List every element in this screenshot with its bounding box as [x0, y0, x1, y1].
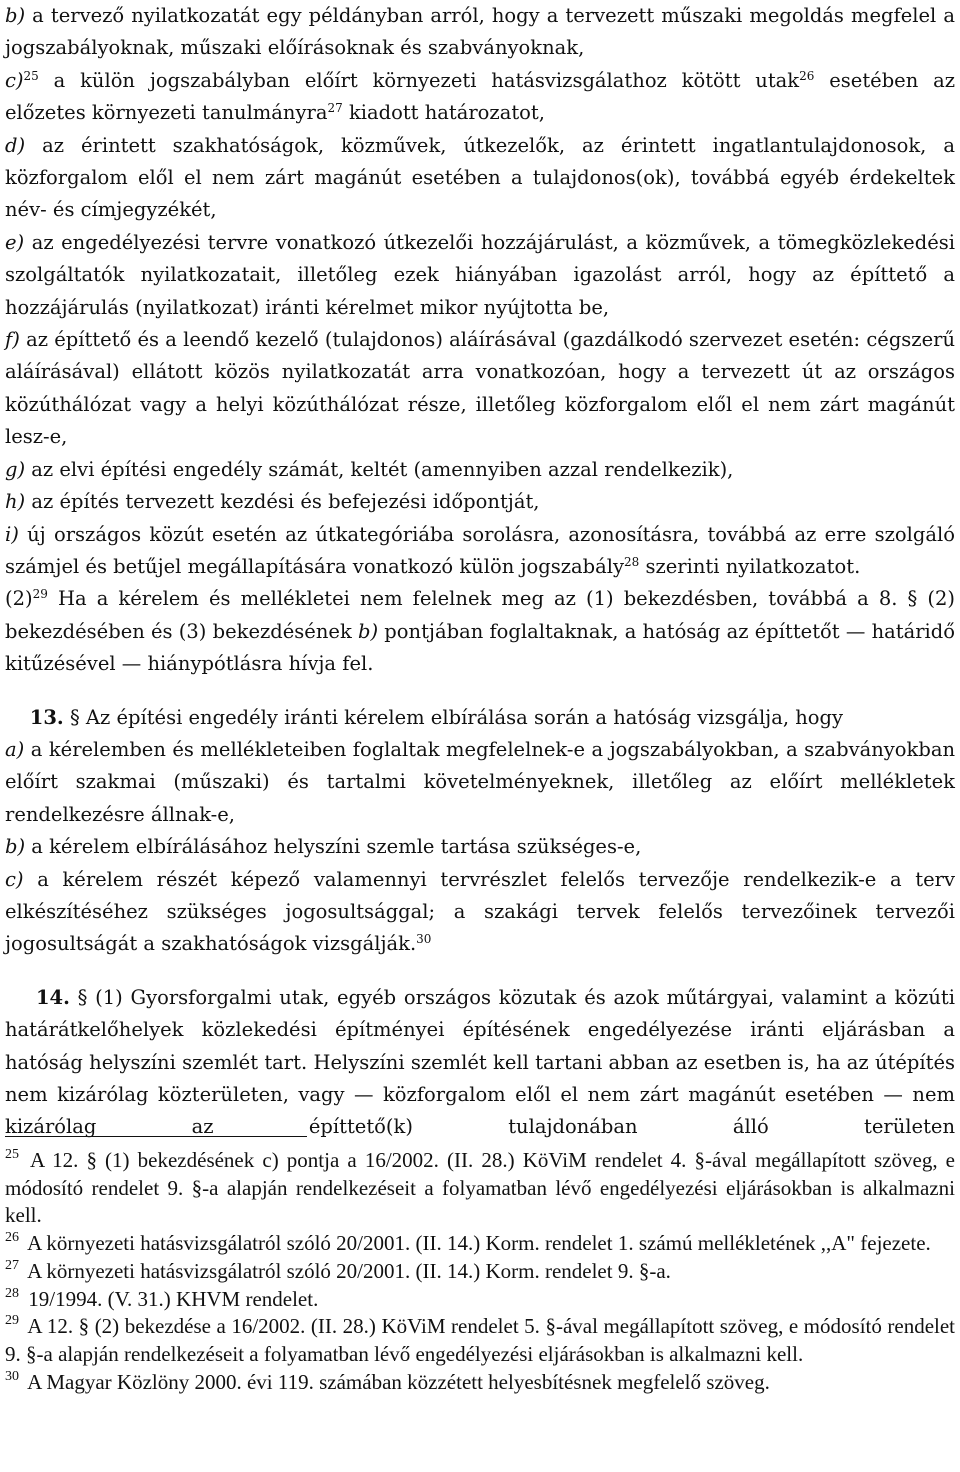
- item-text: esetében az előzetes környezeti tanulmányra: [5, 68, 955, 125]
- item-label: e): [5, 230, 25, 254]
- item-label: c): [5, 867, 24, 891]
- item-g: [5, 454, 955, 486]
- footnote-ref[interactable]: 28: [624, 554, 640, 569]
- item-label: g): [5, 457, 26, 481]
- paragraph-text: Ha a kérelem és mellékletei nem felelnek meg az (1) bekezdésben, továbbá a 8. § (2) bekezdésében és (3) bekezdésének: [5, 587, 956, 643]
- item-h: [5, 486, 955, 518]
- item-text: új országos közút esetén az útkategóriába sorolásra, azonosításra, továbbá az erre szolgáló számjel és betűjel megállapítására vonatkozó külön jogszabály: [5, 522, 955, 578]
- item-f: [5, 324, 955, 454]
- footnote: [5, 1258, 955, 1286]
- footnote-number: 26: [5, 1230, 19, 1246]
- item-c: [5, 864, 955, 961]
- item-label: f): [5, 328, 20, 352]
- footnote: [5, 1286, 955, 1314]
- item-b: [5, 0, 955, 65]
- item-label: h): [5, 490, 26, 514]
- footnote-number: 29: [5, 1313, 19, 1329]
- item-i: [5, 519, 955, 584]
- footnote-text: A 12. § (2) bekezdése a 16/2002. (II. 28.) KöViM rendelet 5. §-ával megállapított szöveg, e módosító rendelet 9. §-a alapján rendelkezéseit a folyamatban lévő engedélyezési eljárásokban is alkalmazni kell.: [5, 1314, 956, 1366]
- item-c: [5, 65, 955, 130]
- item-text: a kérelem részét képező valamennyi tervrészlet felelős tervezője rendelkezik-e a terv elkészítéséhez szükséges jogosultsággal; a szakági tervek felelős tervezőinek tervezői jogosultságát a szakhatóságok vizsgálják.: [5, 867, 955, 956]
- footnote-text: 19/1994. (V. 31.) KHVM rendelet.: [28, 1286, 319, 1311]
- item-text: a kérelemben és mellékleteiben foglaltak megfelelnek-e a jogszabályokban, a szabványokban előírt szakmai (műszaki) és tartalmi követelményeknek, illetőleg az előírt mellékletek rendelkezésre állnak-e,: [5, 737, 956, 826]
- footnotes: [5, 1147, 955, 1396]
- item-text: a kérelem elbírálásához helyszíni szemle tartása szükséges-e,: [31, 835, 642, 859]
- footnote-ref[interactable]: 29: [32, 587, 48, 602]
- document-page: [5, 0, 956, 1394]
- main-text: [5, 0, 955, 1144]
- item-label: c): [5, 68, 24, 92]
- item-text: az építtető és a leendő kezelő (tulajdonos) aláírásával (gazdálkodó szervezet esetén: cégszerű aláírásával) ellátott közös nyilatkozatát arra vonatkozóan, hogy a tervezett út az országos közúthálózat vagy a helyi közúthálózat része, illetőleg közforgalom elől el nem zárt magánút lesz-e,: [5, 328, 956, 449]
- paragraph-2: [5, 583, 955, 680]
- footnote-ref[interactable]: 27: [327, 101, 343, 116]
- footnote-ref[interactable]: 30: [416, 932, 432, 947]
- section-14: [5, 982, 955, 1144]
- item-label: d): [5, 133, 26, 157]
- item-text: a külön jogszabályban előírt környezeti hatásvizsgálathoz kötött utak: [53, 68, 800, 92]
- item-text: az érintett szakhatóságok, közművek, útkezelők, az érintett ingatlantulajdonosok, a közforgalom elől el nem zárt magánút esetében a tulajdonos(ok), továbbá egyéb érdekeltek név- és címjegyzékét,: [5, 133, 955, 222]
- item-e: [5, 227, 955, 324]
- section-text: § (1) Gyorsforgalmi utak, egyéb országos közutak és azok műtárgyai, valamint a közúti határátkelőhelyek közlekedési építményei építésének engedélyezése iránti eljárásban a hatóság helyszíni szemlét tart. Helyszíni szemlét kell tartani abban az esetben is, ha az útépítés nem kizárólag közterületen, vagy — közforgalom elől el nem zárt magánút esetében — nem kizárólag az építtető(k) tulajdonában álló területen: [5, 985, 956, 1139]
- footnote-text: A környezeti hatásvizsgálatról szóló 20/2001. (II. 14.) Korm. rendelet 9. §-a.: [27, 1258, 671, 1283]
- item-d: [5, 130, 955, 227]
- section-number: 13.: [29, 705, 64, 729]
- item-a: [5, 734, 955, 831]
- footnote-ref[interactable]: 25: [23, 68, 39, 83]
- paragraph-number: (2): [5, 587, 33, 611]
- footnote: [5, 1369, 955, 1397]
- section-number: 14.: [35, 985, 70, 1009]
- footnote-ref[interactable]: 26: [799, 68, 815, 83]
- item-text: a tervező nyilatkozatát egy példányban arról, hogy a tervezett műszaki megoldás megfelel a jogszabályoknak, műszaki előírásoknak és szabványoknak,: [5, 4, 955, 60]
- footnote-text: A környezeti hatásvizsgálatról szóló 20/2001. (II. 14.) Korm. rendelet 1. számú mellékletének ,,A" fejezete.: [27, 1231, 931, 1256]
- item-label: b): [5, 4, 26, 27]
- item-label: b): [5, 835, 26, 859]
- item-label: b): [357, 619, 379, 643]
- footnote-text: A Magyar Közlöny 2000. évi 119. számában közzétett helyesbítésnek megfelelő szöveg.: [27, 1369, 770, 1394]
- footnote-number: 30: [5, 1368, 19, 1384]
- footnote: [5, 1147, 955, 1230]
- item-text: az építés tervezett kezdési és befejezési időpontját,: [31, 490, 540, 514]
- item-label: i): [5, 522, 19, 546]
- footnote-number: 27: [5, 1257, 19, 1273]
- footnote-number: 25: [5, 1147, 19, 1162]
- footnote-text: A 12. § (1) bekezdésének c) pontja a 16/2002. (II. 28.) KöViM rendelet 4. §-ával megállapított szöveg, e módosító rendelet 9. §-a alapján rendelkezéseit a folyamatban lévő engedélyezési eljárásokban is alkalmazni kell.: [5, 1148, 956, 1228]
- item-label: a): [5, 737, 25, 761]
- item-text: az engedélyezési tervre vonatkozó útkezelői hozzájárulást, a közművek, a tömegközlekedési szolgáltatók nyilatkozatait, illetőleg ezek hiányában igazolást arról, hogy az építtető a hozzájárulás (nyilatkozat) iránti kérelmet mikor nyújtotta be,: [5, 230, 955, 319]
- footnote-number: 28: [5, 1285, 19, 1301]
- item-text: szerinti nyilatkozatot.: [645, 554, 861, 578]
- section-13-heading: [5, 702, 955, 734]
- item-text: az elvi építési engedély számát, keltét (amennyiben azzal rendelkezik),: [31, 457, 734, 481]
- item-text: kiadott határozatot,: [348, 101, 545, 125]
- section-intro: § Az építési engedély iránti kérelem elbírálása során a hatóság vizsgálja, hogy: [69, 705, 844, 729]
- footnote: [5, 1313, 955, 1368]
- paragraph-text: pontjában foglaltaknak, a hatóság az építtetőt — határidő kitűzésével — hiánypótlásra hívja fel.: [5, 619, 955, 676]
- footnote-divider: [5, 1136, 307, 1137]
- footnote: [5, 1230, 955, 1258]
- item-b: [5, 831, 955, 863]
